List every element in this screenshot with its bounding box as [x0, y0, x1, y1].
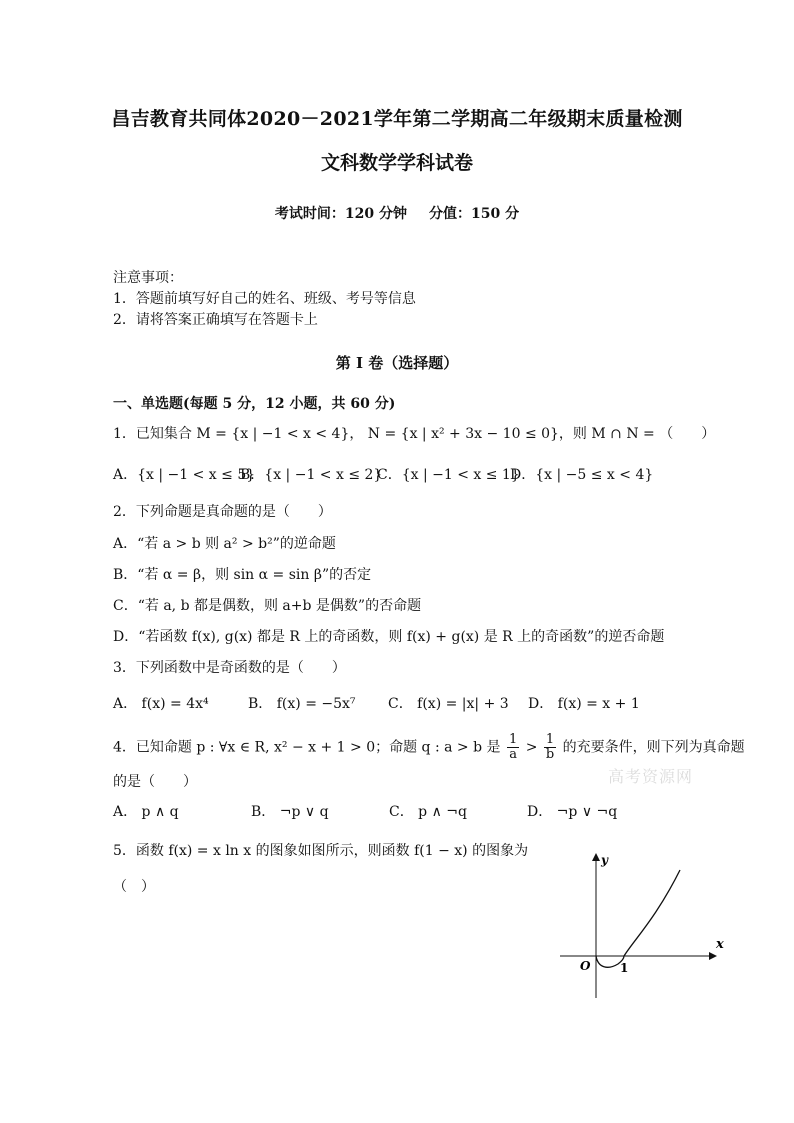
q2-option-b: B．“若 α = β，则 sin α = sin β”的否定 — [113, 567, 372, 583]
notes-heading: 注意事项： — [113, 270, 183, 286]
volume-title: 第 I 卷（选择题） — [335, 354, 459, 372]
q1-option-a: A．{x | −1 < x ≤ 5} — [113, 467, 256, 483]
question-2-stem: 2．下列命题是真命题的是（ ） — [113, 504, 332, 520]
q4-stem-part-a: 4．已知命题 p : ∀x ∈ R, x² − x + 1 > 0；命题 q : a > b 是 — [113, 739, 501, 756]
q4-frac2-num: 1 — [544, 733, 556, 748]
watermark: 高考资源网 — [608, 767, 694, 786]
q4-option-d: D． ¬p ∨ ¬q — [527, 804, 618, 820]
question-3-options — [113, 695, 640, 713]
q3-option-d: D． f(x) = x + 1 — [528, 696, 640, 712]
note-item-2: 2．请将答案正确填写在答题卡上 — [113, 312, 318, 328]
q4-fraction-1 — [507, 733, 519, 762]
q1-option-b: B．{x | −1 < x ≤ 2} — [240, 467, 383, 483]
exam-title-line2: 文科数学学科试卷 — [320, 152, 473, 174]
q5-answer-paren: （ ） — [113, 879, 155, 895]
q3-option-b: B． f(x) = −5x⁷ — [248, 696, 356, 712]
q2-option-c: C．“若 a, b 都是偶数，则 a+b 是偶数”的否命题 — [113, 598, 422, 614]
section-heading: 一、单选题(每题 5 分，12 小题，共 60 分) — [113, 396, 396, 412]
tick-label-1: 1 — [620, 961, 629, 975]
question-4-options — [113, 803, 617, 821]
origin-label: O — [580, 959, 591, 973]
q4-gt: > — [525, 739, 538, 756]
q3-option-c: C． f(x) = |x| + 3 — [388, 696, 509, 712]
question-4-stem — [113, 733, 745, 762]
question-1-stem: 1．已知集合 M = {x | −1 < x < 4}， N = {x | x² + 3x − 10 ≤ 0}，则 M ∩ N = （ ） — [113, 426, 716, 442]
x-label: x — [716, 937, 724, 952]
y-label: y — [601, 853, 608, 867]
q4-option-b: B． ¬p ∨ q — [251, 804, 329, 820]
exam-title-line1: 昌吉教育共同体2020－2021学年第二学期高二年级期末质量检测 — [111, 108, 683, 130]
q2-option-a: A．“若 a > b 则 a² > b²”的逆命题 — [113, 536, 336, 552]
q4-stem-part-c: 的是（ ） — [113, 774, 197, 790]
q1-option-c: C．{x | −1 < x ≤ 1} — [377, 467, 520, 483]
exam-score: 分值：150 分 — [429, 206, 520, 222]
curve-xlnx — [596, 870, 680, 967]
q1-option-d: D．{x | −5 ≤ x < 4} — [510, 467, 654, 483]
q4-fraction-2 — [544, 733, 556, 762]
q4-frac1-num: 1 — [508, 732, 518, 747]
exam-time: 考试时间：120 分钟 — [274, 206, 407, 222]
q2-option-d: D．“若函数 f(x), g(x) 都是 R 上的奇函数，则 f(x) + g(x) 是 R 上的奇函数”的逆否命题 — [113, 629, 665, 645]
question-1-options — [113, 466, 653, 484]
q4-frac1-den: a — [509, 747, 517, 762]
exam-info — [0, 203, 794, 223]
function-graph — [556, 848, 726, 1003]
note-item-1: 1．答题前填写好自己的姓名、班级、考号等信息 — [113, 291, 416, 307]
q4-frac2-den: b — [545, 747, 555, 762]
question-3-stem: 3．下列函数中是奇函数的是（ ） — [113, 660, 346, 676]
question-5-stem: 5．函数 f(x) = x ln x 的图象如图所示，则函数 f(1 − x) 的图象为 — [113, 843, 529, 859]
q4-stem-part-b: 的充要条件，则下列为真命题 — [562, 739, 745, 756]
q4-option-c: C． p ∧ ¬q — [389, 804, 467, 820]
q4-option-a: A． p ∧ q — [113, 804, 179, 820]
q3-option-a: A． f(x) = 4x⁴ — [113, 696, 209, 712]
